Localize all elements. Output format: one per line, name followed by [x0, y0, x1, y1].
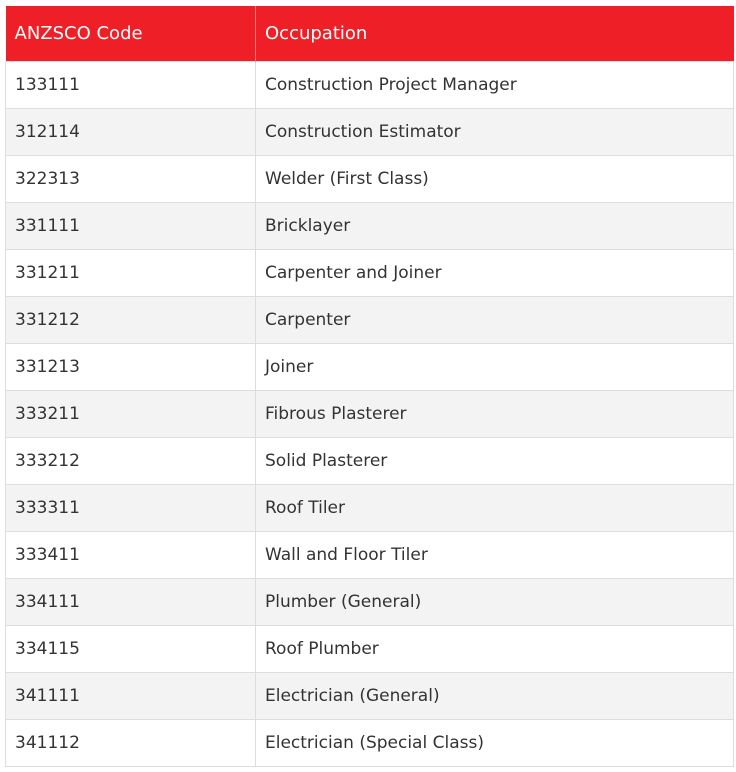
occupation-cell: Plumber (General): [256, 578, 734, 625]
table-row: [6, 249, 734, 296]
occupation-cell: Welder (First Class): [256, 155, 734, 202]
header-anzsco-code: ANZSCO Code: [6, 6, 256, 61]
occupation-cell: Solid Plasterer: [256, 437, 734, 484]
anzsco-code-cell: 334111: [6, 578, 256, 625]
anzsco-code-cell: 333311: [6, 484, 256, 531]
table-row: [6, 343, 734, 390]
anzsco-code-cell: 333212: [6, 437, 256, 484]
table-row: [6, 437, 734, 484]
occupation-cell: Wall and Floor Tiler: [256, 531, 734, 578]
table-row: [6, 202, 734, 249]
occupation-cell: Roof Plumber: [256, 625, 734, 672]
anzsco-code-cell: 312114: [6, 108, 256, 155]
table-row: [6, 296, 734, 343]
occupation-cell: Electrician (General): [256, 672, 734, 719]
anzsco-code-cell: 341111: [6, 672, 256, 719]
anzsco-code-cell: 334115: [6, 625, 256, 672]
occupation-cell: Bricklayer: [256, 202, 734, 249]
occupation-table: [5, 6, 734, 767]
anzsco-code-cell: 333211: [6, 390, 256, 437]
anzsco-code-cell: 331212: [6, 296, 256, 343]
table-row: [6, 531, 734, 578]
occupation-cell: Electrician (Special Class): [256, 719, 734, 766]
table-header: [6, 6, 734, 61]
table-row: [6, 719, 734, 766]
occupation-cell: Carpenter and Joiner: [256, 249, 734, 296]
anzsco-code-cell: 322313: [6, 155, 256, 202]
occupation-cell: Joiner: [256, 343, 734, 390]
table-row: [6, 390, 734, 437]
occupation-table-container: [5, 6, 733, 767]
anzsco-code-cell: 333411: [6, 531, 256, 578]
anzsco-code-cell: 133111: [6, 61, 256, 108]
occupation-cell: Carpenter: [256, 296, 734, 343]
table-row: [6, 625, 734, 672]
header-occupation: Occupation: [256, 6, 734, 61]
table-body: [6, 61, 734, 766]
anzsco-code-cell: 331211: [6, 249, 256, 296]
occupation-cell: Construction Estimator: [256, 108, 734, 155]
table-row: [6, 672, 734, 719]
anzsco-code-cell: 331111: [6, 202, 256, 249]
table-row: [6, 61, 734, 108]
occupation-cell: Construction Project Manager: [256, 61, 734, 108]
table-row: [6, 578, 734, 625]
occupation-cell: Fibrous Plasterer: [256, 390, 734, 437]
anzsco-code-cell: 341112: [6, 719, 256, 766]
occupation-cell: Roof Tiler: [256, 484, 734, 531]
table-row: [6, 155, 734, 202]
header-row: [6, 6, 734, 61]
table-row: [6, 484, 734, 531]
anzsco-code-cell: 331213: [6, 343, 256, 390]
table-row: [6, 108, 734, 155]
